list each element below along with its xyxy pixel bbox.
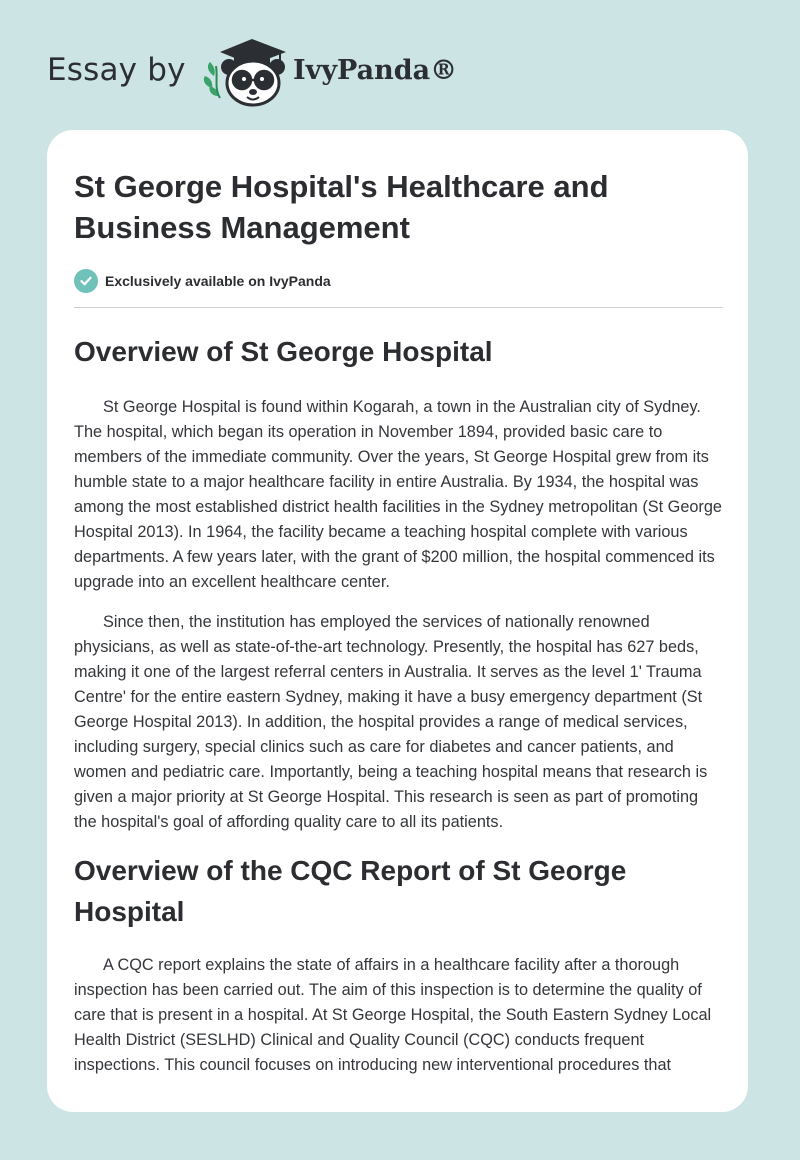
section-heading: Overview of St George Hospital <box>74 336 493 367</box>
exclusive-badge-text: Exclusively available on IvyPanda <box>105 273 331 289</box>
essay-card <box>47 130 748 1112</box>
exclusive-badge <box>74 268 723 294</box>
essay-by-label: Essay by <box>47 52 186 88</box>
title-divider <box>74 307 723 308</box>
check-icon <box>74 269 98 293</box>
essay-title: St George Hospital's Healthcare and Business Management <box>74 169 609 245</box>
section-heading: Overview of the CQC Report of St George Hospital <box>74 855 627 927</box>
essay-content <box>74 130 723 1078</box>
paragraph: Since then, the institution has employed the services of nationally renowned physicians, as well as state-of-the-art technology. Presently, the hospital has 627 beds, making it one of the largest referral centers in Australia. It serves as the level 1' Trauma Centre' for the entire eastern Sydney, making it have a busy emergency department (St George Hospital 2013). In addition, the hospital provides a range of medical services, including surgery, special clinics such as care for diabetes and cancer patients, and women and pediatric care. Importantly, being a teaching hospital means that research is given a major priority at St George Hospital. This research is seen as part of promoting the hospital's goal of affording quality care to all its patients. <box>74 613 708 831</box>
site-header <box>0 0 800 120</box>
paragraph: St George Hospital is found within Kogarah, a town in the Australian city of Sydney. The hospital, which began its operation in November 1894, provided basic care to members of the immediate community. Over the years, St George Hospital grew from its humble state to a major healthcare facility in entire Australia. By 1934, the hospital was among the most established district health facilities in the Sydney metropolitan (St George Hospital 2013). In 1964, the facility became a teaching hospital complete with various departments. A few years later, with the grant of $200 million, the hospital commenced its upgrade into an excellent healthcare center. <box>74 398 722 591</box>
ivypanda-brand-name[interactable]: IvyPanda® <box>293 55 458 86</box>
panda-logo-icon[interactable] <box>200 36 290 108</box>
paragraph: A CQC report explains the state of affairs in a healthcare facility after a thorough inspection has been carried out. The aim of this inspection is to determine the quality of care that is present in a hospital. At St George Hospital, the South Eastern Sydney Local Health District (SESLHD) Clinical and Quality Council (CQC) conducts frequent inspections. This council focuses on introducing new interventional procedures that <box>74 956 712 1074</box>
